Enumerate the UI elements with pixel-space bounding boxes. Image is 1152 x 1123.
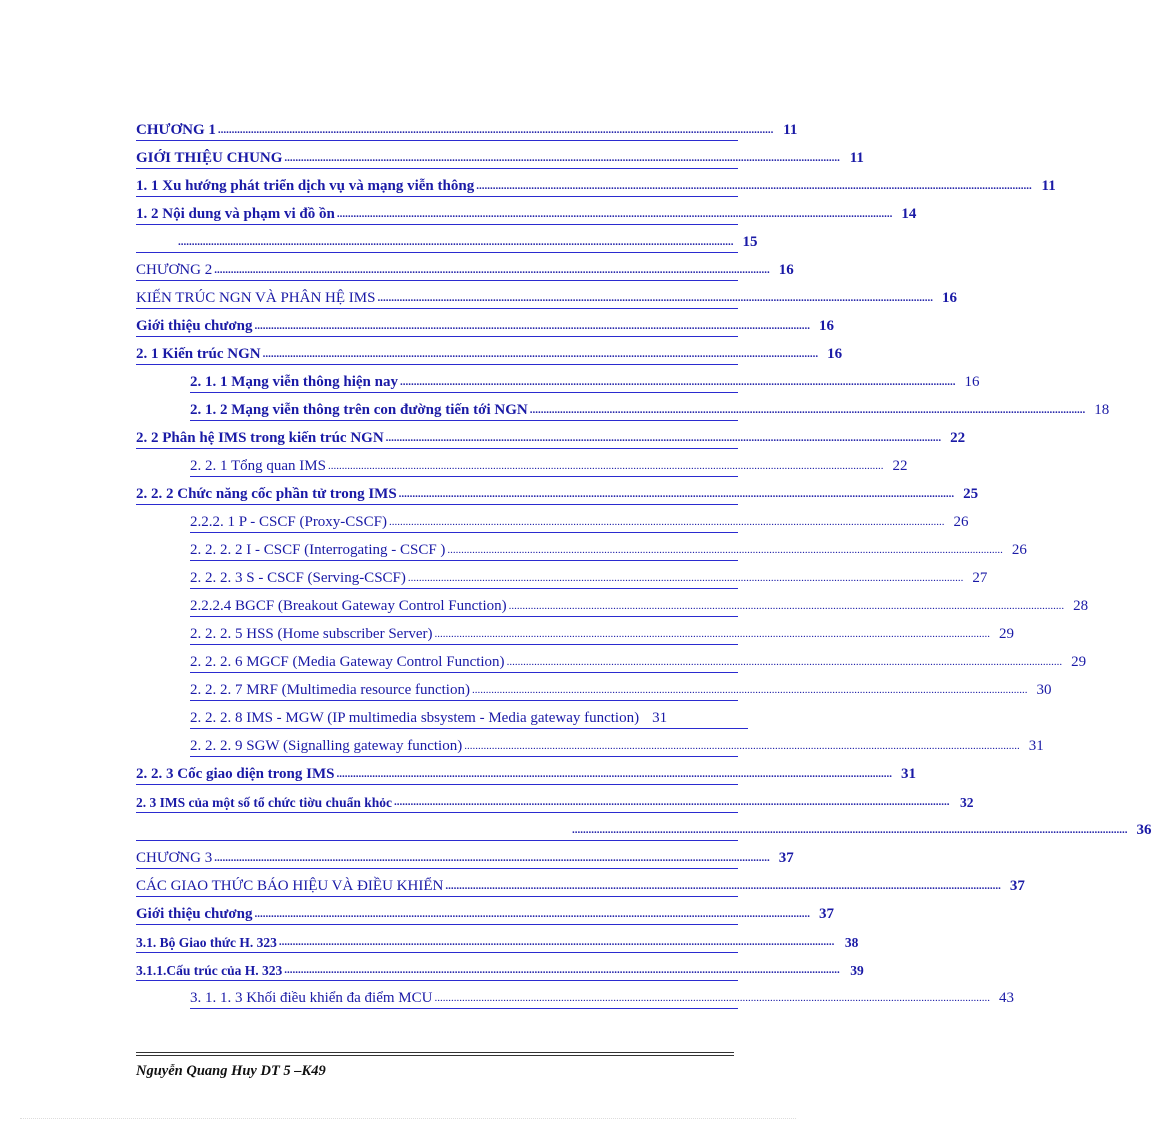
toc-link[interactable]: 2. 1. 2 Mạng viễn thông trên con đường tiến tới NGN .......................................................................................................................................................................................................... 18	[190, 402, 738, 421]
toc-link[interactable]: GIỚI THIỆU CHUNG .......................................................................................................................................................................................................... 11	[136, 150, 738, 169]
toc-link[interactable]: 2. 1. 1 Mạng viễn thông hiện nay .......................................................................................................................................................................................................... 16	[190, 374, 738, 393]
footer-rule	[136, 1052, 734, 1053]
toc-entry	[136, 314, 834, 342]
footer-rule	[136, 1055, 734, 1056]
toc-link[interactable]: .......................................................................................................................................................................................................... 15	[136, 234, 738, 253]
page-bottom-border	[20, 1118, 796, 1119]
page-footer	[136, 1052, 734, 1080]
toc-entry	[136, 762, 916, 790]
toc-entry	[136, 958, 864, 986]
toc-link[interactable]: CÁC GIAO THỨC BÁO HIỆU VÀ ĐIỀU KHIỂN .......................................................................................................................................................................................................... 37	[136, 878, 738, 897]
toc-entry	[136, 902, 834, 930]
footer-author: Nguyễn Quang Huy DT 5 –K49	[136, 1063, 326, 1079]
toc-entry	[136, 790, 974, 818]
toc-link[interactable]: 2. 2. 2. 9 SGW (Signalling gateway function) .......................................................................................................................................................................................................... 31	[190, 738, 738, 757]
toc-link[interactable]: 3.1. Bộ Giao thức H. 323 .......................................................................................................................................................................................................... 38	[136, 934, 738, 953]
toc-link[interactable]: 2. 2. 1 Tổng quan IMS .......................................................................................................................................................................................................... 22	[190, 458, 738, 477]
toc-entry	[136, 146, 864, 174]
toc-entry	[136, 454, 908, 482]
toc-link[interactable]: CHƯƠNG 2 .......................................................................................................................................................................................................... 16	[136, 262, 738, 281]
toc-link[interactable]: 2. 2. 2. 7 MRF (Multimedia resource function) .......................................................................................................................................................................................................... 30	[190, 682, 738, 701]
toc-entry	[136, 398, 1110, 426]
toc-entry	[136, 566, 988, 594]
toc-entry	[136, 678, 1052, 706]
toc-link[interactable]: 2. 2. 2. 2 I - CSCF (Interrogating - CSCF ) .......................................................................................................................................................................................................... 26	[190, 542, 738, 561]
toc-entry	[136, 202, 917, 230]
toc-link[interactable]: 2. 2. 2. 8 IMS - MGW (IP multimedia sbsystem - Media gateway function) 31	[190, 710, 748, 729]
toc-entry	[136, 510, 969, 538]
toc-entry	[136, 370, 980, 398]
toc-entry	[136, 230, 758, 258]
toc-link[interactable]: 2. 2. 3 Cốc giao diện trong IMS .......................................................................................................................................................................................................... 31	[136, 766, 738, 785]
toc-link[interactable]: 2. 2. 2 Chức năng cốc phần tử trong IMS .......................................................................................................................................................................................................... 25	[136, 486, 738, 505]
toc-entry	[136, 706, 738, 734]
toc-entry	[136, 930, 859, 958]
toc-link[interactable]: KIẾN TRÚC NGN VÀ PHÂN HỆ IMS .......................................................................................................................................................................................................... 16	[136, 290, 738, 309]
toc-entry	[136, 818, 1152, 846]
toc-link[interactable]: .......................................................................................................................................................................................................... 36	[136, 822, 738, 841]
toc-entry	[136, 986, 1014, 1014]
toc-link[interactable]: 1. 2 Nội dung và phạm vi đồ ồn .......................................................................................................................................................................................................... 14	[136, 206, 738, 225]
toc-link[interactable]: 2. 3 IMS của một số tổ chức tiờu chuẩn khỏc .......................................................................................................................................................................................................... 32	[136, 794, 738, 813]
toc-entry	[136, 482, 979, 510]
toc-entry	[136, 594, 1089, 622]
toc-entry	[136, 874, 1025, 902]
toc-link[interactable]: Giới thiệu chương .......................................................................................................................................................................................................... 37	[136, 906, 738, 925]
toc-entry	[136, 286, 957, 314]
toc-entry	[136, 650, 1087, 678]
toc-link[interactable]: CHƯƠNG 3 .......................................................................................................................................................................................................... 37	[136, 850, 738, 869]
toc-entry	[136, 734, 1044, 762]
toc-link[interactable]: 2. 2 Phân hệ IMS trong kiến trúc NGN .......................................................................................................................................................................................................... 22	[136, 430, 738, 449]
toc-link[interactable]: 2. 2. 2. 3 S - CSCF (Serving-CSCF) .......................................................................................................................................................................................................... 27	[190, 570, 738, 589]
toc-entry	[136, 622, 1014, 650]
toc-entry	[136, 258, 794, 286]
toc-entry	[136, 846, 794, 874]
toc-link[interactable]: 2. 2. 2. 6 MGCF (Media Gateway Control Function) .......................................................................................................................................................................................................... 29	[190, 654, 738, 673]
toc-link[interactable]: 1. 1 Xu hướng phát triển dịch vụ và mạng viễn thông .......................................................................................................................................................................................................... 11	[136, 178, 738, 197]
toc-link[interactable]: CHƯƠNG 1 .......................................................................................................................................................................................................... 11	[136, 122, 738, 141]
toc-link[interactable]: 3.1.1.Cấu trúc của H. 323 .......................................................................................................................................................................................................... 39	[136, 962, 738, 981]
toc-link[interactable]: Giới thiệu chương .......................................................................................................................................................................................................... 16	[136, 318, 738, 337]
table-of-contents	[136, 118, 1152, 1014]
toc-link[interactable]: 3. 1. 1. 3 Khối điều khiển đa điểm MCU .......................................................................................................................................................................................................... 43	[190, 990, 738, 1009]
toc-link[interactable]: 2.2.2. 1 P - CSCF (Proxy-CSCF) .......................................................................................................................................................................................................... 26	[190, 514, 738, 533]
toc-link[interactable]: 2. 1 Kiến trúc NGN .......................................................................................................................................................................................................... 16	[136, 346, 738, 365]
toc-entry	[136, 342, 843, 370]
toc-link[interactable]: 2.2.2.4 BGCF (Breakout Gateway Control Function) .......................................................................................................................................................................................................... 28	[190, 598, 738, 617]
toc-link[interactable]: 2. 2. 2. 5 HSS (Home subscriber Server) .......................................................................................................................................................................................................... 29	[190, 626, 738, 645]
toc-entry	[136, 538, 1027, 566]
toc-entry	[136, 426, 966, 454]
toc-entry	[136, 174, 1056, 202]
toc-entry	[136, 118, 798, 146]
